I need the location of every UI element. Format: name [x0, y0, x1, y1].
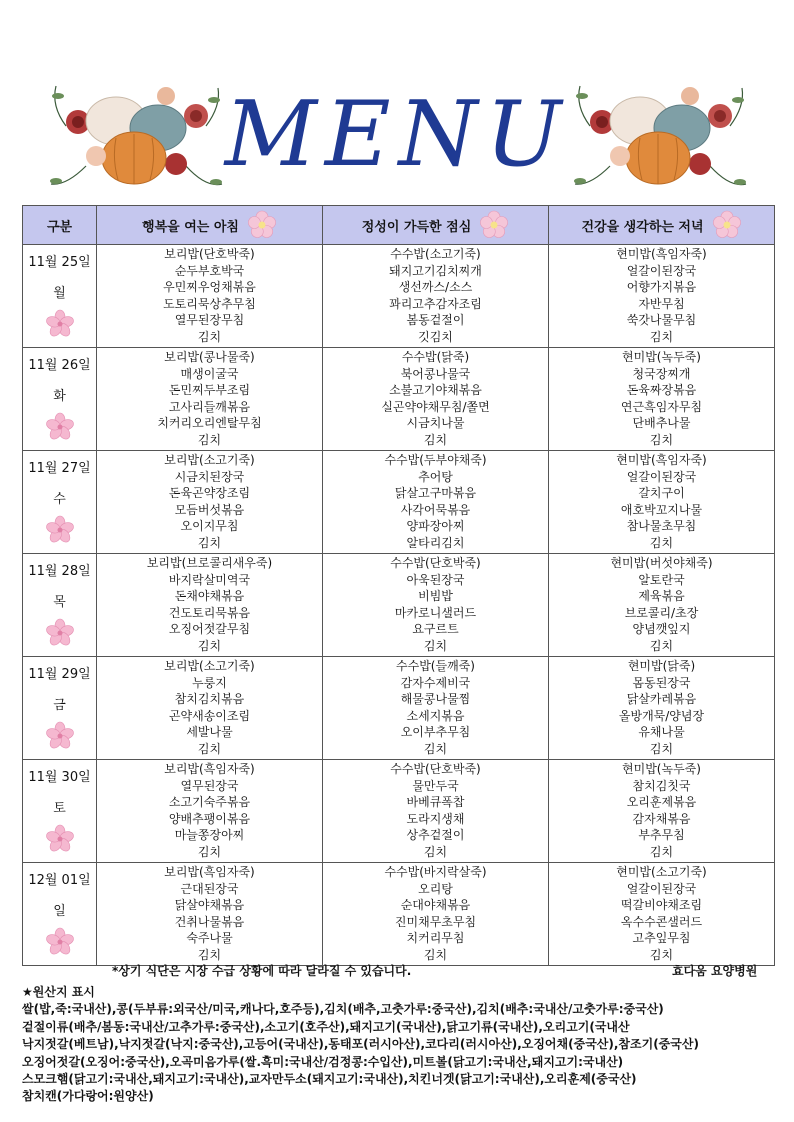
lunch-cell	[323, 760, 549, 863]
menu-item: 쑥갓나물무침	[626, 313, 697, 328]
day-row	[23, 863, 775, 966]
day-cell	[23, 245, 97, 348]
page-title: MENU	[224, 82, 570, 187]
menu-item: 제육볶음	[638, 589, 685, 604]
menu-item: 김치	[423, 947, 448, 962]
day-of-week: 화	[53, 389, 66, 404]
menu-item: 갈치구이	[638, 486, 685, 501]
menu-item: 김치	[197, 844, 222, 859]
menu-item: 양배추팽이볶음	[168, 811, 251, 826]
menu-item: 물만두국	[412, 778, 459, 793]
day-date: 11월 29일	[28, 667, 91, 682]
menu-item: 참나물초무침	[626, 519, 697, 534]
menu-item: 마늘쫑장아찌	[174, 828, 245, 843]
menu-item: 도라지생채	[406, 811, 465, 826]
day-date: 11월 30일	[28, 770, 91, 785]
flower-icon	[45, 721, 75, 751]
day-of-week: 목	[53, 595, 66, 610]
menu-item: 브로콜리/초장	[624, 605, 699, 620]
origin-line: 오징어젓갈(오징어:중국산),오곡미음가루(쌀.흑미:국내산/검정콩:수입산),미트볼(닭고기:국내산,돼지고기:국내산)	[22, 1054, 624, 1069]
day-cell	[23, 760, 97, 863]
day-cell	[23, 863, 97, 966]
day-row	[23, 245, 775, 348]
menu-item: 떡갈비야채조림	[620, 898, 703, 913]
origin-line: 낙지젓갈(베트남),낙지젓갈(낙지:중국산),고등어(국내산),동태포(러시아산),코다리(러시아산),오징어채(중국산),참조기(중국산)	[22, 1037, 699, 1052]
menu-table	[22, 205, 775, 966]
menu-item: 수수밥(바지락살죽)	[384, 865, 487, 879]
menu-item: 현미밥(버섯야채죽)	[610, 556, 713, 570]
breakfast-cell	[97, 245, 323, 348]
day-date: 11월 27일	[28, 461, 91, 476]
lunch-cell	[323, 554, 549, 657]
menu-item: 순대야채볶음	[400, 898, 471, 913]
menu-item: 꽈리고추감자조림	[389, 296, 482, 311]
day-cell	[23, 554, 97, 657]
menu-item: 모듬버섯볶음	[174, 502, 245, 517]
menu-item: 얼갈이된장국	[626, 881, 697, 896]
menu-item: 북어콩나물국	[400, 366, 471, 381]
header-label: 행복을 여는 아침	[142, 219, 239, 235]
menu-item: 순두부호박국	[174, 263, 245, 278]
menu-item: 참치김치볶음	[174, 692, 245, 707]
breakfast-cell	[97, 348, 323, 451]
menu-item: 건취나물볶음	[174, 914, 245, 929]
menu-item: 사각어묵볶음	[400, 502, 471, 517]
menu-item: 김치	[649, 947, 674, 962]
day-row	[23, 348, 775, 451]
menu-item: 건도토리묵볶음	[168, 605, 251, 620]
hospital-name: 효다움 요양병원	[672, 964, 758, 978]
header-category	[23, 206, 97, 245]
menu-item: 김치	[197, 535, 222, 550]
menu-item: 돈육곤약장조림	[168, 486, 251, 501]
menu-item: 감자수제비국	[400, 675, 471, 690]
menu-item: 알토란국	[638, 572, 685, 587]
day-date: 11월 28일	[28, 564, 91, 579]
menu-item: 김치	[423, 844, 448, 859]
menu-item: 보리밥(콩나물죽)	[164, 350, 255, 364]
lunch-cell	[323, 863, 549, 966]
menu-change-note: *상기 식단은 시장 수급 상황에 따라 달라질 수 있습니다.	[112, 964, 412, 978]
menu-item: 고사리들깨볶음	[168, 399, 251, 414]
menu-item: 숙주나물	[186, 931, 233, 946]
menu-item: 몸동된장국	[632, 675, 691, 690]
menu-item: 김치	[649, 432, 674, 447]
menu-item: 오리훈제볶음	[626, 795, 697, 810]
flower-icon	[712, 210, 742, 240]
breakfast-cell	[97, 451, 323, 554]
menu-item: 보리밥(단호박죽)	[164, 247, 255, 261]
menu-item: 보리밥(소고기죽)	[164, 453, 255, 467]
menu-item: 단배추나물	[632, 416, 691, 431]
flower-icon	[45, 309, 75, 339]
day-row	[23, 554, 775, 657]
menu-item: 현미밥(녹두죽)	[622, 762, 701, 776]
day-cell	[23, 348, 97, 451]
menu-item: 바지락살미역국	[168, 572, 251, 587]
menu-item: 열무된장국	[180, 778, 239, 793]
menu-item: 얼갈이된장국	[626, 263, 697, 278]
day-of-week: 토	[53, 801, 66, 816]
menu-item: 김치	[197, 638, 222, 653]
menu-item: 우민찌우엉채볶음	[163, 280, 256, 295]
menu-item: 시금치된장국	[174, 469, 245, 484]
menu-item: 치커리오리엔탈무침	[157, 416, 262, 431]
menu-item: 현미밥(닭죽)	[627, 659, 696, 673]
day-of-week: 수	[53, 492, 66, 507]
menu-item: 오리탕	[418, 881, 453, 896]
menu-item: 보리밥(소고기죽)	[164, 659, 255, 673]
menu-item: 소불고기야채볶음	[389, 383, 482, 398]
origin-line: 쌀(밥,죽:국내산),콩(두부류:외국산/미국,캐나다,호주등),김치(배추,고춧가루:중국산),김치(배추:국내산/고춧가루:중국산)	[22, 1002, 664, 1017]
menu-item: 유채나물	[638, 725, 685, 740]
menu-item: 열무된장무침	[174, 313, 245, 328]
menu-item: 양념깻잎지	[632, 622, 691, 637]
day-cell	[23, 657, 97, 760]
menu-item: 보리밥(흑임자죽)	[164, 762, 255, 776]
origin-line: 겉절이류(배추/봄동:국내산/고추가루:중국산),소고기(호주산),돼지고기(국내산),닭고기류(국내산),오리고기(국내산	[22, 1019, 630, 1034]
menu-item: 수수밥(닭죽)	[401, 350, 470, 364]
origin-section	[22, 984, 782, 1106]
menu-item: 김치	[423, 432, 448, 447]
day-row	[23, 657, 775, 760]
header-label: 정성이 가득한 점심	[361, 219, 472, 235]
dinner-cell	[549, 760, 775, 863]
menu-item: 김치	[649, 741, 674, 756]
menu-item: 매생이굴국	[180, 366, 239, 381]
menu-item: 소고기숙주볶음	[168, 795, 251, 810]
origin-line: 스모크햄(닭고기:국내산,돼지고기:국내산),교자만두소(돼지고기:국내산),치킨너겟(닭고기:국내산),오리훈제(중국산)	[22, 1072, 637, 1087]
flower-icon	[479, 210, 509, 240]
menu-item: 김치	[197, 432, 222, 447]
menu-item: 감자채볶음	[632, 811, 691, 826]
menu-item: 애호박꼬지나물	[620, 502, 703, 517]
header-label: 구분	[46, 219, 73, 235]
menu-item: 청국장찌개	[632, 366, 691, 381]
menu-item: 어향가지볶음	[626, 280, 697, 295]
menu-item: 옥수수콘샐러드	[620, 914, 703, 929]
breakfast-cell	[97, 760, 323, 863]
menu-item: 고추잎무침	[632, 931, 691, 946]
menu-item: 소세지볶음	[406, 708, 465, 723]
menu-item: 돈민찌두부조림	[168, 383, 251, 398]
menu-item: 닭살야채볶음	[174, 898, 245, 913]
menu-item: 봄동겉절이	[406, 313, 465, 328]
flower-icon	[45, 618, 75, 648]
menu-item: 현미밥(흑임자죽)	[616, 247, 707, 261]
menu-item: 현미밥(녹두죽)	[622, 350, 701, 364]
menu-header-row	[23, 206, 775, 245]
flower-icon	[45, 824, 75, 854]
menu-item: 자반무침	[638, 296, 685, 311]
origin-title: ★원산지 표시	[22, 985, 95, 999]
menu-item: 보리밥(브로콜리새우죽)	[146, 556, 273, 570]
day-date: 12월 01일	[28, 873, 91, 888]
menu-item: 올방개묵/양념장	[618, 708, 705, 723]
menu-item: 양파장아찌	[406, 519, 465, 534]
menu-item: 김치	[197, 741, 222, 756]
day-of-week: 월	[53, 286, 66, 301]
dinner-cell	[549, 863, 775, 966]
menu-item: 곤약새송이조림	[168, 708, 251, 723]
day-of-week: 일	[53, 904, 66, 919]
menu-item: 현미밥(흑임자죽)	[616, 453, 707, 467]
menu-item: 상추겉절이	[406, 828, 465, 843]
origin-line: 참치캔(가다랑어:원양산)	[22, 1089, 154, 1104]
menu-item: 진미채무초무침	[394, 914, 477, 929]
day-row	[23, 760, 775, 863]
menu-item: 오이부추무침	[400, 725, 471, 740]
day-date: 11월 25일	[28, 255, 91, 270]
breakfast-cell	[97, 554, 323, 657]
menu-item: 김치	[197, 947, 222, 962]
lunch-cell	[323, 245, 549, 348]
menu-item: 연근흑임자무침	[620, 399, 703, 414]
menu-item: 생선까스/소스	[398, 280, 473, 295]
menu-item: 수수밥(두부야채죽)	[384, 453, 487, 467]
menu-item: 해물콩나물찜	[400, 692, 471, 707]
menu-item: 깃김치	[418, 329, 453, 344]
menu-item: 오징어젓갈무침	[168, 622, 251, 637]
menu-item: 김치	[649, 535, 674, 550]
menu-item: 김치	[649, 638, 674, 653]
breakfast-cell	[97, 657, 323, 760]
menu-item: 참치김칫국	[632, 778, 691, 793]
day-date: 11월 26일	[28, 358, 91, 373]
breakfast-cell	[97, 863, 323, 966]
menu-item: 김치	[197, 329, 222, 344]
menu-item: 누룽지	[192, 675, 227, 690]
menu-item: 치커리무침	[406, 931, 465, 946]
lunch-cell	[323, 348, 549, 451]
menu-item: 김치	[423, 638, 448, 653]
day-of-week: 금	[53, 698, 66, 713]
flower-icon	[45, 412, 75, 442]
header-label: 건강을 생각하는 저녁	[581, 219, 704, 235]
day-row	[23, 451, 775, 554]
menu-item: 김치	[423, 741, 448, 756]
menu-item: 수수밥(단호박죽)	[390, 556, 481, 570]
menu-item: 김치	[649, 844, 674, 859]
menu-item: 돈육짜장볶음	[626, 383, 697, 398]
menu-item: 현미밥(소고기죽)	[616, 865, 707, 879]
menu-item: 세발나물	[186, 725, 233, 740]
menu-item: 아욱된장국	[406, 572, 465, 587]
menu-item: 바베큐폭찹	[406, 795, 465, 810]
lunch-cell	[323, 451, 549, 554]
dinner-cell	[549, 245, 775, 348]
dinner-cell	[549, 451, 775, 554]
flower-icon	[45, 515, 75, 545]
menu-item: 닭살고구마볶음	[394, 486, 477, 501]
menu-item: 시금치나물	[406, 416, 465, 431]
menu-item: 얼갈이된장국	[626, 469, 697, 484]
menu-item: 실곤약야채무침/쫄면	[381, 399, 490, 414]
menu-item: 마카로니샐러드	[394, 605, 477, 620]
menu-item: 알타리김치	[406, 535, 465, 550]
menu-item: 닭살카레볶음	[626, 692, 697, 707]
menu-item: 비빔밥	[418, 589, 453, 604]
menu-item: 도토리묵상추무침	[163, 296, 256, 311]
menu-item: 부추무침	[638, 828, 685, 843]
menu-item: 오이지무침	[180, 519, 239, 534]
menu-item: 김치	[649, 329, 674, 344]
menu-item: 수수밥(소고기죽)	[390, 247, 481, 261]
header-dinner	[549, 206, 775, 245]
menu-item: 보리밥(흑임자죽)	[164, 865, 255, 879]
dinner-cell	[549, 554, 775, 657]
lunch-cell	[323, 657, 549, 760]
menu-item: 요구르트	[412, 622, 459, 637]
dinner-cell	[549, 348, 775, 451]
menu-item: 수수밥(단호박죽)	[390, 762, 481, 776]
flower-icon	[45, 927, 75, 957]
header-lunch	[323, 206, 549, 245]
day-cell	[23, 451, 97, 554]
menu-item: 돈채야채볶음	[174, 589, 245, 604]
menu-item: 돼지고기김치찌개	[389, 263, 482, 278]
menu-item: 수수밥(들깨죽)	[396, 659, 475, 673]
menu-item: 추어탕	[418, 469, 453, 484]
header-breakfast	[97, 206, 323, 245]
menu-item: 근대된장국	[180, 881, 239, 896]
dinner-cell	[549, 657, 775, 760]
flower-icon	[247, 210, 277, 240]
